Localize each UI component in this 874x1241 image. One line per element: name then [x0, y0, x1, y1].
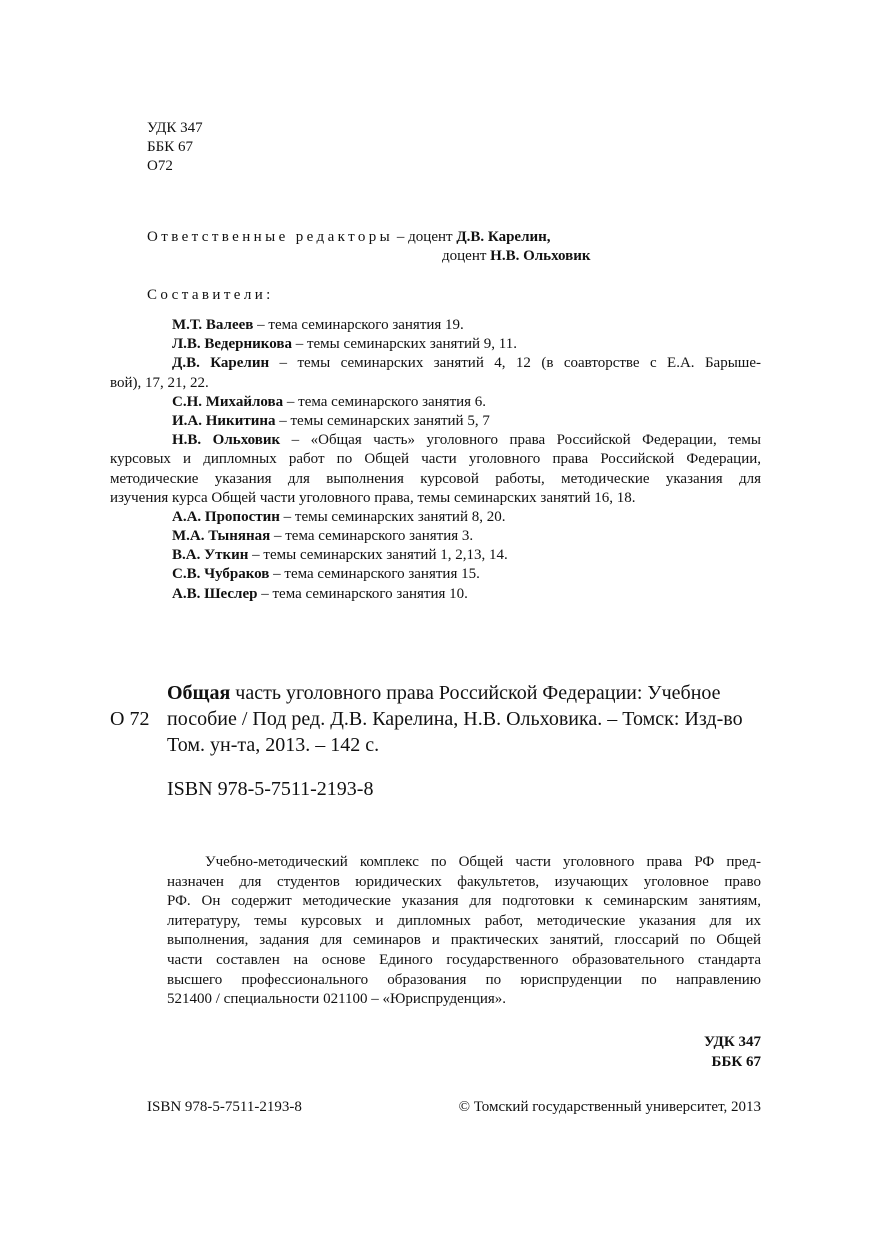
compiler-entry: М.А. Тыняная – тема семинарского занятия 3.	[172, 528, 474, 545]
compiler-entry: А.В. Шеслер – тема семинарского занятия 10.	[172, 585, 468, 602]
compiler-entry-continued: методические указания для выполнения курсовой работы, методические указания для	[110, 470, 761, 487]
compiler-entry: А.А. Пропостин – темы семинарских занятий 8, 20.	[172, 508, 506, 525]
compilers-label: Составители:	[147, 287, 274, 303]
compiler-entry-continued: курсовых и дипломных работ по Общей части уголовного права Российской Федерации,	[110, 451, 761, 468]
footer-isbn: ISBN 978-5-7511-2193-8	[147, 1099, 302, 1115]
compiler-entry-continued: изучения курса Общей части уголовного права, темы семинарских занятий 16, 18.	[110, 489, 636, 506]
annotation-line: высшего профессионального образования по юриспруденции по направлению	[167, 971, 761, 988]
compiler-entry: М.Т. Валеев – тема семинарского занятия 19.	[172, 317, 464, 333]
annotation-line: назначен для студентов юридических факультетов, изучающих уголовное право	[167, 873, 761, 890]
annotation-line: выполнения, задания для семинаров и практических занятий, глоссарий по Общей	[167, 932, 761, 949]
footer-bbk: ББК 67	[711, 1053, 761, 1070]
editors-line	[147, 228, 551, 248]
citation-line-1: Общая часть уголовного права Российской Федерации: Учебное	[167, 682, 721, 704]
udk-code: УДК 347	[147, 120, 203, 136]
footer-udk: УДК 347	[704, 1034, 761, 1050]
compiler-entry: И.А. Никитина – темы семинарских занятий 5, 7	[172, 412, 490, 429]
footer-classification	[704, 1033, 761, 1072]
annotation-line: части составлен на основе Единого государственного образовательного стандарта	[167, 951, 761, 968]
annotation-line: РФ. Он содержит методические указания для подготовки к семинарским занятиям,	[167, 893, 761, 910]
author-mark: О72	[147, 158, 173, 174]
compiler-entry: Н.В. Ольховик – «Общая часть» уголовного права Российской Федерации, темы	[172, 432, 761, 449]
editors-line-2	[442, 247, 591, 267]
bbk-code: ББК 67	[147, 139, 193, 155]
compiler-entry: С.Н. Михайлова – тема семинарского занятия 6.	[172, 393, 487, 410]
editor-second-prefix: доцент	[442, 248, 491, 264]
citation-line-2: пособие / Под ред. Д.В. Карелина, Н.В. Ольховика. – Томск: Изд-во	[167, 708, 743, 730]
compiler-entry: С.В. Чубраков – тема семинарского занятия 15.	[172, 566, 480, 583]
footer-copyright: © Томский государственный университет, 2013	[458, 1099, 761, 1115]
editors-dash: – доцент	[393, 229, 457, 245]
classification-block	[147, 119, 203, 176]
editor-second: Н.В. Ольховик	[490, 248, 591, 264]
annotation-line: литературу, темы курсовых и дипломных работ, методические указания для их	[167, 912, 761, 929]
compiler-entry: Д.В. Карелин – темы семинарских занятий 4, 12 (в соавторстве с Е.А. Барыше-	[172, 355, 761, 372]
editors-label: Ответственные редакторы	[147, 229, 394, 245]
compilers-list	[110, 316, 761, 604]
citation-block	[167, 680, 767, 758]
citation-code: О 72	[110, 708, 150, 730]
isbn-main: ISBN 978-5-7511-2193-8	[167, 778, 374, 800]
editor-first: Д.В. Карелин,	[456, 229, 551, 245]
compiler-entry: В.А. Уткин – темы семинарских занятий 1, 2,13, 14.	[172, 547, 508, 564]
annotation-line: 521400 / специальности 021100 – «Юриспруденция».	[167, 991, 507, 1008]
annotation-line: Учебно-методический комплекс по Общей части уголовного права РФ пред-	[205, 854, 761, 870]
compiler-entry-continued: вой), 17, 21, 22.	[110, 374, 209, 391]
compiler-entry: Л.В. Ведерникова – темы семинарских занятий 9, 11.	[172, 336, 517, 353]
citation-line-3: Том. ун-та, 2013. – 142 с.	[167, 734, 380, 756]
annotation	[167, 853, 761, 1010]
